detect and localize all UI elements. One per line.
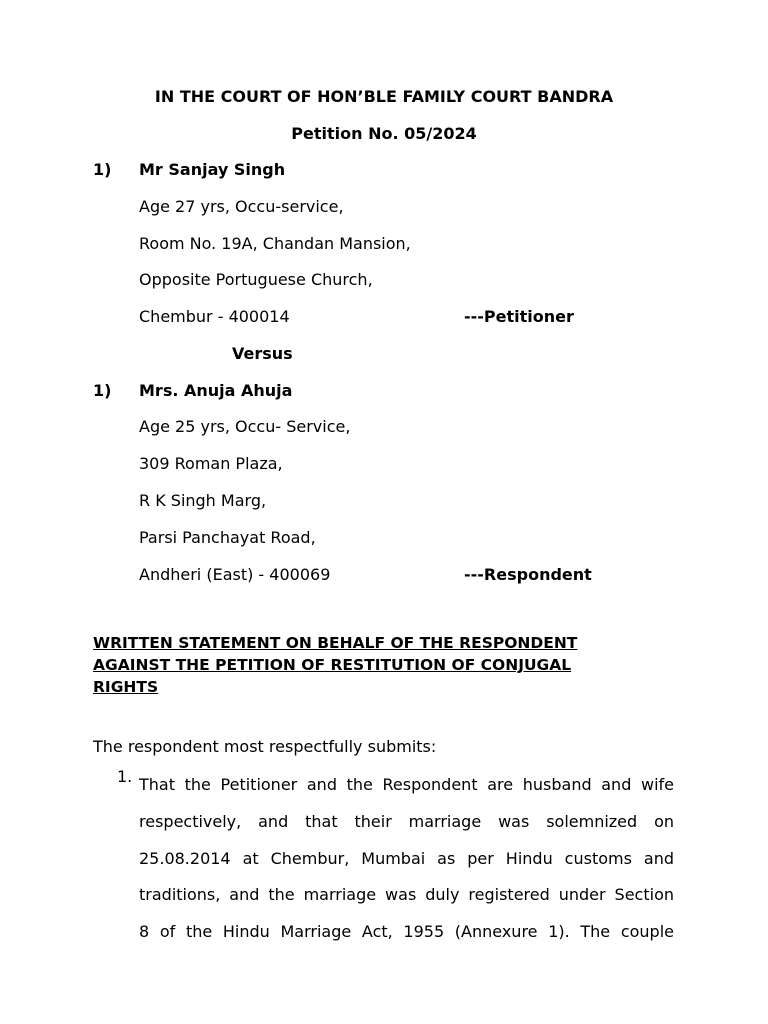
petitioner-address-line: Opposite Portuguese Church, [139,270,373,289]
respondent-name: Mrs. Anuja Ahuja [139,381,293,400]
paragraph-line: That the Petitioner and the Respondent are husband and wife [139,775,674,794]
statement-heading [93,632,653,698]
petitioner-address-line: Room No. 19A, Chandan Mansion, [139,234,411,253]
intro-text: The respondent most respectfully submits: [93,737,437,756]
paragraph-line: respectively, and that their marriage was solemnized on [139,811,674,831]
respondent-address-line: Parsi Panchayat Road, [139,528,316,547]
versus-label: Versus [232,344,293,363]
point-paragraph [139,767,674,951]
petition-number: Petition No. 05/2024 [291,124,477,143]
statement-heading-line: RIGHTS [93,678,159,696]
respondent-address-line: R K Singh Marg, [139,491,267,510]
petitioner-address-line: Age 27 yrs, Occu-service, [139,197,344,216]
point-number: 1. [117,767,133,786]
paragraph-line: 8 of the Hindu Marriage Act, 1955 (Annexure 1). The couple [139,922,674,942]
respondent-address-line: Andheri (East) - 400069 [139,565,331,584]
statement-heading-line: WRITTEN STATEMENT ON BEHALF OF THE RESPONDENT [93,634,578,652]
statement-heading-line: AGAINST THE PETITION OF RESTITUTION OF CONJUGAL [93,656,572,674]
respondent-address-line: Age 25 yrs, Occu- Service, [139,417,351,436]
paragraph-line: 25.08.2014 at Chembur, Mumbai as per Hindu customs and [139,848,674,868]
respondent-role: ---Respondent [464,565,592,584]
respondent-address-line: 309 Roman Plaza, [139,454,283,473]
petitioner-address-line: Chembur - 400014 [139,307,290,326]
respondent-index: 1) [93,381,112,400]
petitioner-name: Mr Sanjay Singh [139,160,286,179]
paragraph-line: traditions, and the marriage was duly registered under Section [139,885,674,905]
petitioner-index: 1) [93,160,112,179]
petitioner-role: ---Petitioner [464,307,574,326]
court-title: IN THE COURT OF HON’BLE FAMILY COURT BANDRA [154,87,614,106]
